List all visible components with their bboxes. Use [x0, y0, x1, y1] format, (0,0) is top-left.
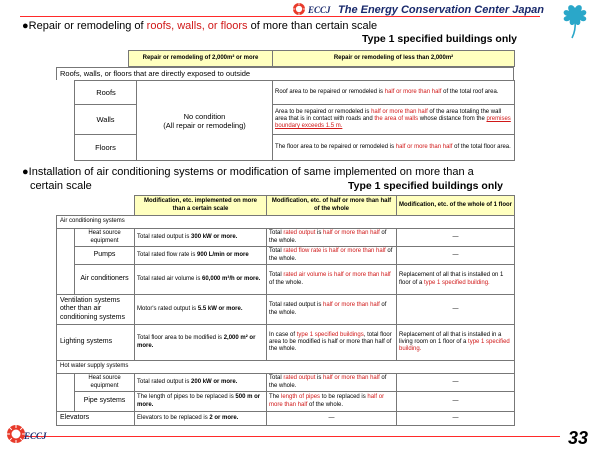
s2-pipe-c1: The length of pipes to be replaced is 500 m or more.	[135, 392, 267, 412]
eccj-logo-icon	[6, 424, 26, 444]
s2-hw-heat-c3: —	[397, 374, 515, 392]
s2-aircon-c2: Total rated air volume is half or more than half of the whole.	[267, 265, 397, 295]
s2-hw-heat-source: Heat source equipment	[75, 374, 135, 392]
s2-hot-water-label: Hot water supply systems	[57, 361, 515, 374]
s2-vent-c2: Total rated output is half or more than half of the whole.	[267, 295, 397, 325]
s1-walls-desc: Area to be repaired or remodeled is half or more than half of the area totaling the wall area that is in contact with roads and the area of walls whose distance from the premises boundary exceeds 1.5 m.	[273, 105, 515, 135]
section2-table	[56, 195, 515, 426]
s2-light-c3: Replacement of all that is installed in a living room on 1 floor of a type 1 specified building.	[397, 325, 515, 361]
s2-pumps-c2: Total rated flow rate is half or more than half of the whole.	[267, 247, 397, 265]
s1-no-condition: No condition (All repair or remodeling)	[137, 81, 273, 161]
s2-pumps-c1: Total rated flow rate is 900 L/min or more	[135, 247, 267, 265]
s1-row-floors: Floors	[75, 135, 137, 161]
s2-light-c2: In case of type 1 specified buildings, total floor area to be modified is half or more than half of the whole.	[267, 325, 397, 361]
s2-ventilation: Ventilation systems other than air conditioning systems	[57, 295, 135, 325]
clover-logo-icon	[558, 2, 592, 42]
s2-heat-source: Heat source equipment	[75, 229, 135, 247]
s2-light-c1: Total floor area to be modified is 2,000 m² or more.	[135, 325, 267, 361]
s2-vent-c3: —	[397, 295, 515, 325]
s2-pipe: Pipe systems	[75, 392, 135, 412]
s1-roofs-desc: Roof area to be repaired or remodeled is half or more than half of the total roof area.	[273, 81, 515, 105]
header-org-abbr: ECCJ	[308, 5, 331, 15]
s2-vent-c1: Motor's rated output is 5.5 kW or more.	[135, 295, 267, 325]
s1-row-roofs: Roofs	[75, 81, 137, 105]
s2-aircon-c3: Replacement of all that is installed on 1 floor of a type 1 specified building.	[397, 265, 515, 295]
s2-hw-heat-c2: Total rated output is half or more than half of the whole.	[267, 374, 397, 392]
section2-title-line2: certain scale	[30, 180, 92, 192]
s1-floors-desc: The floor area to be repaired or remodeled is half or more than half of the total floor area.	[273, 135, 515, 161]
s2-col-header-3: Modification, etc. of the whole of 1 floor	[397, 196, 515, 216]
s2-hw-heat-c1: Total rated output is 200 kW or more.	[135, 374, 267, 392]
eccj-logo-icon	[292, 2, 306, 16]
section2-subtitle: Type 1 specified buildings only	[348, 180, 503, 192]
s2-aircon-c1: Total rated air volume is 60,000 m³/h or more.	[135, 265, 267, 295]
s2-heat-source-c3: —	[397, 229, 515, 247]
s1-row-walls: Walls	[75, 105, 137, 135]
s2-heat-source-c1: Total rated output is 300 kW or more.	[135, 229, 267, 247]
s1-col-header-2: Repair or remodeling of less than 2,000m²	[273, 51, 515, 67]
s2-elevators: Elevators	[57, 412, 135, 426]
s2-ac-systems-label: Air conditioning systems	[57, 216, 515, 229]
s2-aircon: Air conditioners	[75, 265, 135, 295]
s2-elev-c3: —	[397, 412, 515, 426]
s2-col-header-2: Modification, etc. of half or more than half of the whole	[267, 196, 397, 216]
s1-col-header-1: Repair or remodeling of 2,000m² or more	[129, 51, 273, 67]
section1-title: ●Repair or remodeling of roofs, walls, or floors of more than certain scale	[22, 20, 378, 32]
footer-divider	[20, 436, 560, 437]
page-number: 33	[568, 428, 589, 448]
header-org-name: The Energy Conservation Center Japan	[338, 4, 544, 16]
bullet-icon: ●	[22, 20, 29, 32]
s2-elev-c2: —	[267, 412, 397, 426]
s2-pipe-c3: —	[397, 392, 515, 412]
s1-span-row: Roofs, walls, or floors that are directly exposed to outside	[56, 67, 514, 80]
bullet-icon: ●	[22, 166, 29, 178]
section1-subtitle: Type 1 specified buildings only	[362, 33, 517, 45]
s2-pumps: Pumps	[75, 247, 135, 265]
s2-pumps-c3: —	[397, 247, 515, 265]
footer-org-abbr: ECCJ	[24, 431, 47, 441]
s2-heat-source-c2: Total rated output is half or more than half of the whole.	[267, 229, 397, 247]
s2-pipe-c2: The length of pipes to be replaced is half or more than half of the whole.	[267, 392, 397, 412]
section2-title: ●Installation of air conditioning systems or modification of same implemented on more than a	[22, 166, 474, 178]
s2-col-header-1: Modification, etc. implemented on more than a certain scale	[135, 196, 267, 216]
s2-lighting: Lighting systems	[57, 325, 135, 361]
s2-elev-c1: Elevators to be replaced is 2 or more.	[135, 412, 267, 426]
header-divider	[20, 16, 540, 17]
